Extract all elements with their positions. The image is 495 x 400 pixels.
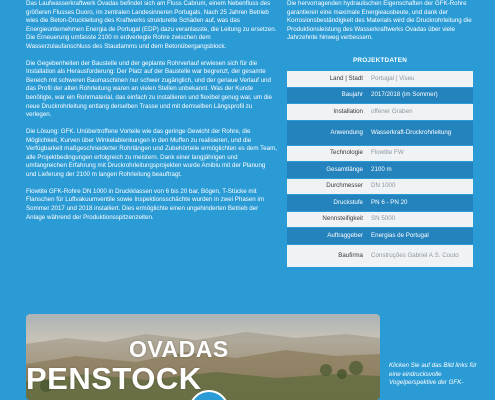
row-value: Construções Gabriel A.S. Couto bbox=[368, 245, 473, 267]
table-row bbox=[287, 104, 473, 120]
row-key: Auftraggeber bbox=[287, 228, 368, 244]
row-value: 2017/2018 (im Sommer) bbox=[368, 88, 473, 104]
row-key: Baufirma bbox=[287, 245, 368, 267]
video-title-line1: OVADAS bbox=[129, 336, 229, 362]
project-data-heading: PROJEKTDATEN bbox=[352, 56, 408, 64]
row-value: SN 5000 bbox=[368, 212, 473, 228]
table-row bbox=[287, 146, 473, 162]
row-value: DN 1000 bbox=[368, 179, 473, 195]
row-key: Land | Stadt bbox=[287, 71, 368, 87]
paragraph-installation: Flowtite GFK-Rohre DN 1000 in Druckklassen von 6 bis 20 bar, Bögen, T-Stücke mit Flanschen für Luftvakuumventile sowie Inspektionsschächte wurden in zwei Phasen im Sommer 2017 und 2018 installiert. Dies ermöglichte einen ungehinderten Betrieb der Anlage während der Produktionsspitzenzeiten. bbox=[26, 187, 264, 221]
article-text bbox=[26, 0, 277, 231]
row-key: Durchmesser bbox=[287, 179, 368, 195]
project-data-table bbox=[287, 70, 473, 268]
paragraph-intro: Das Laufwasserkraftwerk Ovadas befindet sich am Fluss Cabrum, einem Nebenfluss des größeren Flusses Duoro, im zentralen Landesinneren Portugals. Nach 25 Jahren Betrieb wies die Beton-Druckleitung des Kraftwerks strukturelle Schäden auf, was das Energieunternehmen Energia de Portugal (EDP) dazu veranlasste, die Leitung zu ersetzen. Die Erneuerung umfasste 2100 m erdverlegte Rohre zwischen dem Wasserzulaufanschluss des Staudamms und dem Betonübergangsblock. bbox=[26, 0, 277, 50]
row-key: Anwendung bbox=[287, 121, 368, 145]
sidebar bbox=[287, 0, 473, 268]
row-value: offener Graben bbox=[368, 104, 473, 120]
row-key: Druckstufe bbox=[287, 195, 368, 211]
table-row bbox=[287, 121, 473, 145]
row-value: Wasserkraft-Druckrohrleitung bbox=[368, 121, 473, 145]
row-key: Baujahr bbox=[287, 88, 368, 104]
row-key: Gesamtlänge bbox=[287, 162, 368, 178]
table-row bbox=[287, 245, 473, 267]
video-thumbnail[interactable] bbox=[26, 314, 380, 400]
row-key: Nennsteifigkeit bbox=[287, 212, 368, 228]
row-key: Technologie bbox=[287, 146, 368, 162]
row-value: PN 6 - PN 20 bbox=[368, 195, 473, 211]
row-value: 2100 m bbox=[368, 162, 473, 178]
image-caption: Klicken Sie auf das Bild links für eine eindrucksvolle Vogelperspektive der GFK- bbox=[389, 362, 477, 386]
table-row bbox=[287, 88, 473, 104]
paragraph-hydraulics: Die hervorragenden hydraulischen Eigenschaften der GFK-Rohre garantieren eine maximale Energieausbeute, und dank der Korrosionsbeständigkeit des Materials wird die Druckrohrleitung die Produktionsleistung des Wasserkraftwerks Ovadas über viele Jahrzehnte hinweg verbessern. bbox=[287, 0, 472, 42]
table-row bbox=[287, 71, 473, 87]
row-value: Flowtite FW bbox=[368, 146, 473, 162]
paragraph-challenge: Die Gegebenheiten der Baustelle und der geplante Rohrverlauf erwiesen sich für die Installation als Herausforderung: Der Platz auf der Baustelle war begrenzt, der gesamte Bereich mit schweren Baumaschinen nur schwer zugänglich, und der genaue Verlauf und das Profil der alten Rohrleitung waren an vielen Stellen unbekannt. Was der Kunde benötigte, war ein Rohrmaterial, das einfach zu installieren und flexibel genug war, um die neue Druckrohrleitung entlang derselben Trasse und mit demselben Längsprofil zu verlegen. bbox=[26, 59, 272, 119]
row-key: Installation bbox=[287, 104, 368, 120]
table-row bbox=[287, 179, 473, 195]
row-value: Portugal | Viseu bbox=[368, 71, 473, 87]
row-value: Energias de Portugal bbox=[368, 228, 473, 244]
video-title-line2: PENSTOCK bbox=[26, 361, 202, 396]
paragraph-solution: Die Lösung: GFK. Unübertroffene Vorteile wie das geringe Gewicht der Rohre, die Möglichkeit, Kurven über Winkelablenkungen in den Muffen zu realisieren, und die Verfügbarkeit maßgeschneiderter Rohrlängen und Zubehörteile ermöglichten es dem Team, alle Projektbedingungen erfolgreich zu meistern. Dank einer langjährigen und umfangreichen Erfahrung mit Druckrohrleitungsprojekten wurde Amiblu mit der Planung und Lieferung der 2100 m langen Rohrleitung beauftragt. bbox=[26, 128, 277, 178]
table-row bbox=[287, 228, 473, 244]
table-row bbox=[287, 212, 473, 228]
table-row bbox=[287, 195, 473, 211]
table-row bbox=[287, 162, 473, 178]
